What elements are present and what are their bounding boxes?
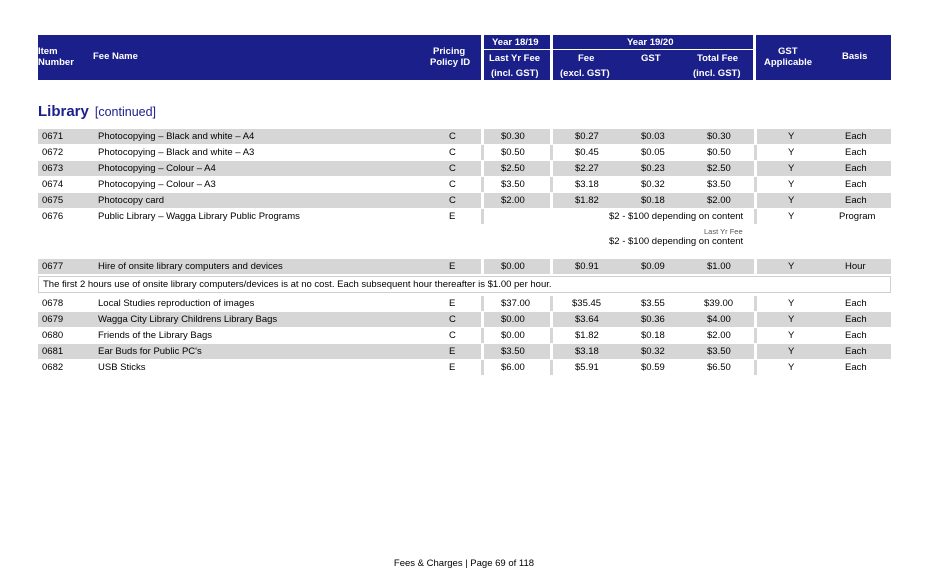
total-fee: $3.50	[707, 346, 731, 357]
section-subtitle: [continued]	[94, 105, 157, 119]
gst: $0.03	[641, 131, 665, 142]
gst: $0.32	[641, 179, 665, 190]
header-left	[38, 35, 481, 80]
fee-name: Photocopying – Colour – A3	[98, 179, 216, 190]
pricing-policy: E	[449, 211, 456, 222]
item-number: 0671	[42, 131, 64, 142]
header-basis: Basis	[842, 51, 868, 62]
basis: Each	[845, 298, 867, 309]
item-number: 0681	[42, 346, 64, 357]
header-right	[756, 35, 891, 80]
basis: Each	[845, 346, 867, 357]
fee: $35.45	[572, 298, 602, 309]
row-note	[38, 276, 891, 293]
item-number: 0675	[42, 195, 64, 206]
header-pricing-2: Policy ID	[430, 57, 471, 68]
fee-name: Photocopying – Black and white – A3	[98, 147, 255, 158]
fee-name: Photocopying – Colour – A4	[98, 163, 216, 174]
pricing-policy: C	[449, 314, 456, 325]
gst-applicable: Y	[788, 131, 795, 142]
total-fee: $6.50	[707, 362, 731, 373]
last-yr-fee: $37.00	[501, 298, 531, 309]
item-number: 0682	[42, 362, 64, 373]
last-yr-fee: $3.50	[501, 179, 525, 190]
gst-applicable: Y	[788, 330, 795, 341]
gst: $0.05	[641, 147, 665, 158]
basis: Hour	[845, 261, 866, 272]
gst: $0.32	[641, 346, 665, 357]
section-title	[38, 103, 156, 120]
last-yr-fee: $6.00	[501, 362, 525, 373]
last-yr-fee: $3.50	[501, 346, 525, 357]
basis: Each	[845, 314, 867, 325]
total-fee: $4.00	[707, 314, 731, 325]
basis: Each	[845, 179, 867, 190]
header-gst-applicable-2: Applicable	[764, 57, 813, 68]
last-yr-fee: $0.00	[501, 330, 525, 341]
gst-applicable: Y	[788, 298, 795, 309]
item-number: 0680	[42, 330, 64, 341]
table-row-0676	[38, 209, 891, 224]
gst: $0.18	[641, 330, 665, 341]
total-fee: $0.30	[707, 131, 731, 142]
section-title-text: Library	[38, 103, 89, 120]
basis: Each	[845, 195, 867, 206]
item-number: 0677	[42, 261, 64, 272]
fee-name: Photocopy card	[98, 195, 165, 206]
last-yr-fee: $2.50	[501, 163, 525, 174]
item-number: 0672	[42, 147, 64, 158]
header-last-yr-incl: (incl. GST)	[491, 68, 539, 79]
item-number: 0679	[42, 314, 64, 325]
gst-applicable: Y	[788, 147, 795, 158]
fee: $0.27	[575, 131, 599, 142]
last-yr-fee: $0.50	[501, 147, 525, 158]
gst: $0.59	[641, 362, 665, 373]
last-yr-fee: $0.00	[501, 314, 525, 325]
fee-name: Friends of the Library Bags	[98, 330, 213, 341]
item-number: 0674	[42, 179, 64, 190]
fee: $2.27	[575, 163, 599, 174]
table-row	[38, 259, 891, 274]
gst-applicable: Y	[788, 211, 795, 222]
last-yr-fee: $2.00	[501, 195, 525, 206]
header-year-1920	[553, 35, 753, 80]
table-row	[38, 312, 891, 327]
total-fee: $0.50	[707, 147, 731, 158]
pricing-policy: C	[449, 330, 456, 341]
total-fee: $2.00	[707, 330, 731, 341]
fee: $3.18	[575, 179, 599, 190]
last-yr-fee-label: Last Yr Fee	[704, 227, 743, 236]
table-row	[38, 360, 891, 375]
table-row	[38, 145, 891, 160]
header-pricing-1: Pricing	[433, 46, 466, 57]
header-total-incl: (incl. GST)	[693, 68, 741, 79]
header-gst-applicable-1: GST	[778, 46, 798, 57]
header-gst: GST	[641, 53, 661, 64]
header-total-fee: Total Fee	[697, 53, 738, 64]
basis: Each	[845, 362, 867, 373]
last-yr-fee: $0.30	[501, 131, 525, 142]
pricing-policy: C	[449, 131, 456, 142]
gst-applicable: Y	[788, 261, 795, 272]
fee-name: Hire of onsite library computers and devices	[98, 261, 283, 272]
total-fee: $3.50	[707, 179, 731, 190]
basis: Each	[845, 131, 867, 142]
gst-applicable: Y	[788, 195, 795, 206]
pricing-policy: C	[449, 179, 456, 190]
gst: $0.36	[641, 314, 665, 325]
pricing-policy: E	[449, 261, 456, 272]
fee-name: Ear Buds for Public PC's	[98, 346, 202, 357]
pricing-policy: C	[449, 195, 456, 206]
total-fee: $2.00	[707, 195, 731, 206]
fee: $3.18	[575, 346, 599, 357]
fee: $1.82	[575, 195, 599, 206]
gst: $0.18	[641, 195, 665, 206]
last-yr-fee-range-text: $2 - $100 depending on content	[609, 236, 744, 247]
pricing-policy: C	[449, 163, 456, 174]
header-last-yr-fee: Last Yr Fee	[489, 53, 541, 64]
gst-applicable: Y	[788, 314, 795, 325]
fee: $5.91	[575, 362, 599, 373]
gst-applicable: Y	[788, 362, 795, 373]
header-fee: Fee	[578, 53, 595, 64]
fee: $0.91	[575, 261, 599, 272]
pricing-policy: E	[449, 346, 456, 357]
fee-name: USB Sticks	[98, 362, 146, 373]
table-row	[38, 129, 891, 144]
fee-name: Wagga City Library Childrens Library Bags	[98, 314, 278, 325]
basis: Each	[845, 330, 867, 341]
total-fee: $39.00	[704, 298, 734, 309]
fee-name: Local Studies reproduction of images	[98, 298, 255, 309]
item-number: 0678	[42, 298, 64, 309]
gst: $0.23	[641, 163, 665, 174]
header-year-1920-label: Year 19/20	[627, 37, 674, 48]
fee: $0.45	[575, 147, 599, 158]
basis: Each	[845, 163, 867, 174]
table-row	[38, 161, 891, 176]
header-item-number-2: Number	[38, 57, 74, 68]
fee-range-text: $2 - $100 depending on content	[609, 211, 744, 222]
item-number: 0673	[42, 163, 64, 174]
table-row	[38, 193, 891, 208]
pricing-policy: E	[449, 298, 456, 309]
table-row	[38, 177, 891, 192]
gst-applicable: Y	[788, 163, 795, 174]
header-fee-excl: (excl. GST)	[560, 68, 610, 79]
fee: $3.64	[575, 314, 599, 325]
table-row	[38, 328, 891, 343]
header-year-1819	[484, 35, 550, 80]
gst-applicable: Y	[788, 179, 795, 190]
header-item-number-1: Item	[38, 46, 58, 57]
table-row	[38, 344, 891, 359]
fee-name: Photocopying – Black and white – A4	[98, 131, 255, 142]
last-yr-fee: $0.00	[501, 261, 525, 272]
basis: Each	[845, 147, 867, 158]
table-row	[38, 296, 891, 311]
header-fee-name: Fee Name	[93, 51, 138, 62]
item-number: 0676	[42, 211, 64, 222]
gst: $0.09	[641, 261, 665, 272]
page-footer: Fees & Charges | Page 69 of 118	[393, 558, 535, 569]
fee: $1.82	[575, 330, 599, 341]
total-fee: $1.00	[707, 261, 731, 272]
gst-applicable: Y	[788, 346, 795, 357]
fee-name: Public Library – Wagga Library Public Programs	[98, 211, 300, 222]
total-fee: $2.50	[707, 163, 731, 174]
row-note-text: The first 2 hours use of onsite library computers/devices is at no cost. Each subsequent hour thereafter is $1.00 per hour.	[43, 279, 552, 290]
pricing-policy: E	[449, 362, 456, 373]
header-year-1819-label: Year 18/19	[492, 37, 539, 48]
basis: Program	[839, 211, 876, 222]
gst: $3.55	[641, 298, 665, 309]
pricing-policy: C	[449, 147, 456, 158]
